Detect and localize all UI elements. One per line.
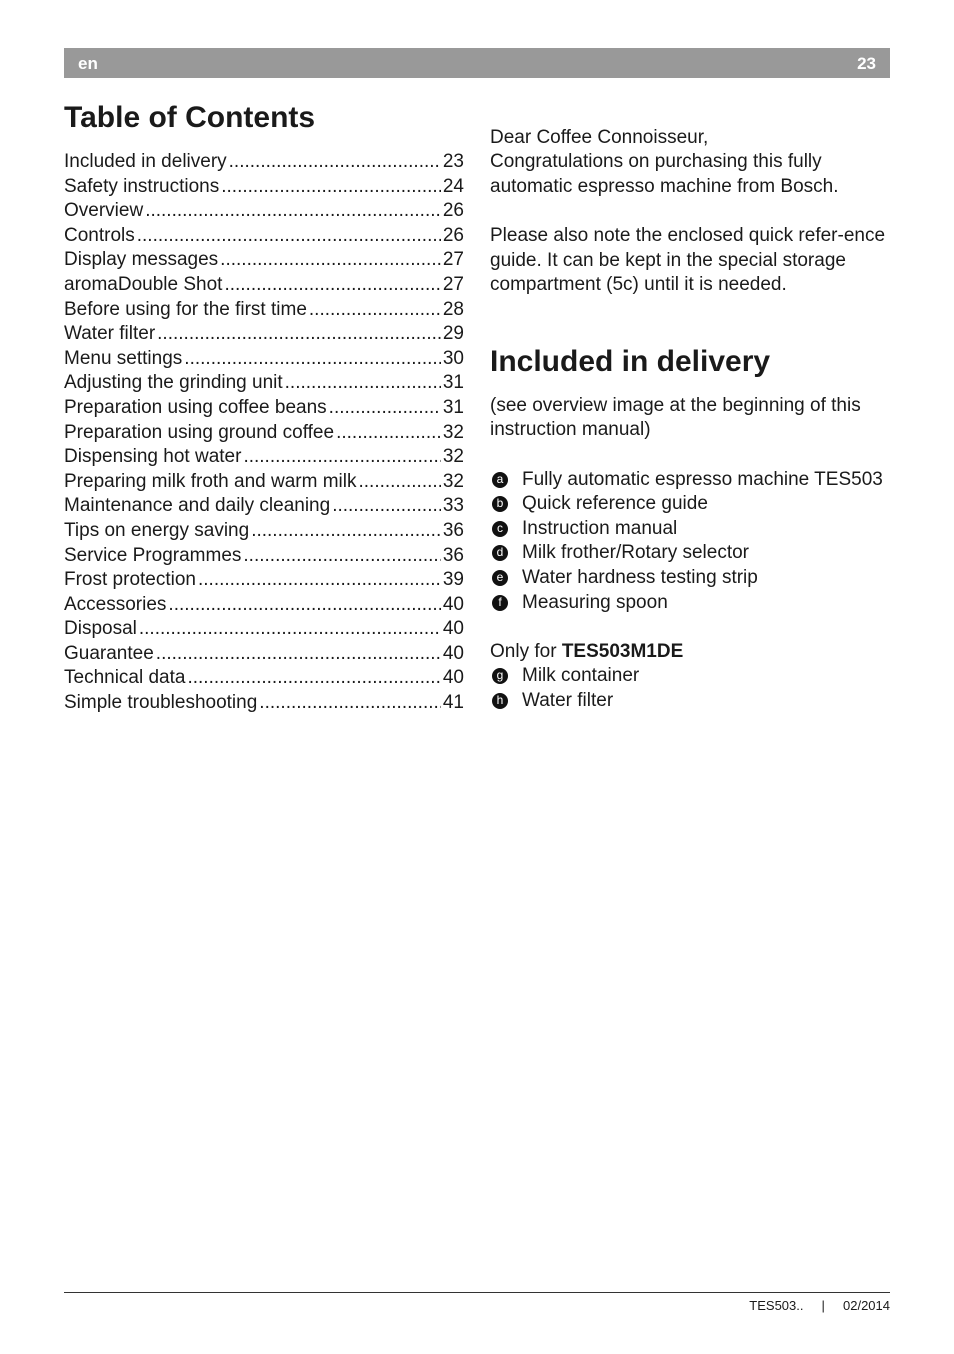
item-label: Quick reference guide <box>522 493 708 515</box>
only-for-model: TES503M1DE <box>561 640 684 662</box>
toc-entry-page: 26 <box>442 200 464 222</box>
toc-dot-leader <box>329 396 441 421</box>
toc-dot-leader <box>157 322 441 347</box>
toc-entry-title: Tips on energy saving <box>64 519 250 541</box>
toc-entry-title: Preparing milk froth and warm milk <box>64 470 357 492</box>
toc-entry-title: Dispensing hot water <box>64 446 242 468</box>
toc-column <box>64 98 464 716</box>
toc-list <box>64 150 464 716</box>
toc-dot-leader <box>139 617 441 642</box>
toc-entry-page: 33 <box>442 495 464 517</box>
toc-entry-page: 40 <box>442 667 464 689</box>
toc-entry-title: Maintenance and daily cleaning <box>64 495 331 517</box>
page-number: 23 <box>857 54 876 73</box>
greeting-text: Dear Coffee Connoisseur, Congratulations on purchasing this fully automatic espresso machine from Bosch. <box>490 126 839 197</box>
toc-dot-leader <box>259 691 441 716</box>
toc-entry <box>64 642 464 667</box>
item-marker-badge: f <box>492 595 508 611</box>
toc-entry-page: 27 <box>442 273 464 295</box>
toc-dot-leader <box>156 642 441 667</box>
toc-dot-leader <box>221 175 441 200</box>
toc-entry <box>64 150 464 175</box>
toc-entry-page: 29 <box>442 323 464 345</box>
toc-entry-title: Before using for the first time <box>64 298 307 320</box>
toc-entry <box>64 691 464 716</box>
delivery-item <box>490 468 894 493</box>
toc-entry <box>64 568 464 593</box>
extra-item-list <box>490 664 894 713</box>
toc-entry-page: 32 <box>442 470 464 492</box>
toc-entry-page: 24 <box>442 175 464 197</box>
item-marker-badge: e <box>492 570 508 586</box>
delivery-item <box>490 689 894 714</box>
toc-entry-title: Menu settings <box>64 347 183 369</box>
only-for-prefix: Only for <box>490 640 562 662</box>
quick-guide-note <box>490 224 894 298</box>
quick-guide-text: Please also note the enclosed quick refer-ence guide. It can be kept in the special storage compartment (5c) until it is needed. <box>490 224 886 296</box>
toc-entry-page: 32 <box>442 446 464 468</box>
toc-entry-page: 36 <box>442 519 464 541</box>
footer-rule <box>64 1292 890 1293</box>
footer-model: TES503.. <box>749 1298 804 1313</box>
toc-entry-page: 26 <box>442 224 464 246</box>
toc-entry-page: 41 <box>442 692 464 714</box>
toc-entry-page: 40 <box>442 593 464 615</box>
toc-entry-page: 28 <box>442 298 464 320</box>
item-marker-badge: h <box>492 693 508 709</box>
toc-entry-page: 32 <box>442 421 464 443</box>
toc-entry-title: Controls <box>64 224 135 246</box>
item-label: Measuring spoon <box>522 591 668 613</box>
toc-dot-leader <box>220 248 441 273</box>
toc-entry-title: aromaDouble Shot <box>64 273 223 295</box>
toc-entry-title: Accessories <box>64 593 167 615</box>
toc-dot-leader <box>229 150 441 175</box>
delivery-item <box>490 664 894 689</box>
toc-entry-page: 30 <box>442 347 464 369</box>
toc-entry-title: Service Programmes <box>64 544 242 566</box>
toc-entry <box>64 617 464 642</box>
toc-dot-leader <box>332 494 441 519</box>
delivery-note: (see overview image at the beginning of this instruction manual) <box>490 394 861 441</box>
toc-entry-title: Included in delivery <box>64 151 227 172</box>
delivery-item <box>490 541 894 566</box>
item-marker-badge: d <box>492 545 508 561</box>
item-label: Water hardness testing strip <box>522 566 758 588</box>
toc-entry <box>64 396 464 421</box>
toc-dot-leader <box>243 544 440 569</box>
toc-dot-leader <box>243 445 440 470</box>
toc-dot-leader <box>309 298 441 323</box>
toc-entry-title: Preparation using coffee beans <box>64 396 327 418</box>
only-for-line <box>490 640 894 665</box>
toc-entry-title: Technical data <box>64 667 186 689</box>
toc-entry-title: Guarantee <box>64 642 154 664</box>
toc-dot-leader <box>251 519 441 544</box>
toc-entry <box>64 298 464 323</box>
toc-entry <box>64 371 464 396</box>
content-column <box>490 101 894 713</box>
toc-entry-page: 31 <box>442 396 464 418</box>
toc-entry-title: Safety instructions <box>64 175 220 197</box>
item-label: Water filter <box>522 689 614 711</box>
item-marker-badge: a <box>492 472 508 488</box>
toc-entry-title: Water filter <box>64 323 156 345</box>
delivery-heading: Included in delivery <box>490 344 771 378</box>
toc-entry <box>64 666 464 691</box>
toc-entry-page: 39 <box>442 569 464 591</box>
footer-date: 02/2014 <box>843 1298 890 1313</box>
toc-entry-title: Preparation using ground coffee <box>64 421 335 443</box>
toc-entry <box>64 273 464 298</box>
toc-entry-page: 23 <box>442 151 464 172</box>
toc-entry <box>64 470 464 495</box>
toc-entry-title: Disposal <box>64 618 137 640</box>
toc-entry <box>64 199 464 224</box>
toc-entry <box>64 519 464 544</box>
item-marker-badge: c <box>492 521 508 537</box>
toc-dot-leader <box>187 666 440 691</box>
toc-entry <box>64 544 464 569</box>
item-marker-badge: b <box>492 496 508 512</box>
page-header-bar <box>64 48 890 78</box>
toc-dot-leader <box>285 371 441 396</box>
toc-entry-page: 40 <box>442 642 464 664</box>
toc-entry-page: 31 <box>442 372 464 394</box>
item-label: Milk frother/Rotary selector <box>522 542 750 564</box>
toc-entry <box>64 593 464 618</box>
toc-entry <box>64 445 464 470</box>
greeting-paragraph <box>490 101 894 199</box>
delivery-item-list <box>490 468 894 616</box>
toc-dot-leader <box>336 421 441 446</box>
toc-entry-title: Display messages <box>64 249 219 271</box>
toc-title: Table of Contents <box>64 101 316 134</box>
toc-entry-title: Frost protection <box>64 569 196 591</box>
toc-dot-leader <box>168 593 440 618</box>
toc-entry-page: 27 <box>442 249 464 271</box>
footer <box>749 1298 890 1313</box>
toc-dot-leader <box>198 568 441 593</box>
toc-entry <box>64 421 464 446</box>
language-code: en <box>78 54 98 73</box>
toc-entry-title: Adjusting the grinding unit <box>64 372 283 394</box>
toc-entry <box>64 248 464 273</box>
toc-entry <box>64 347 464 372</box>
toc-dot-leader <box>145 199 441 224</box>
toc-entry <box>64 224 464 249</box>
toc-dot-leader <box>184 347 441 372</box>
toc-dot-leader <box>224 273 440 298</box>
toc-dot-leader <box>137 224 441 249</box>
toc-dot-leader <box>358 470 440 495</box>
item-label: Fully automatic espresso machine TES503 <box>522 468 883 490</box>
toc-entry <box>64 322 464 347</box>
toc-entry-title: Simple troubleshooting <box>64 692 258 714</box>
delivery-item <box>490 492 894 517</box>
toc-entry <box>64 175 464 200</box>
item-label: Milk container <box>522 665 640 687</box>
toc-entry-page: 36 <box>442 544 464 566</box>
delivery-item <box>490 517 894 542</box>
item-marker-badge: g <box>492 668 508 684</box>
footer-separator: | <box>821 1298 825 1313</box>
toc-entry-title: Overview <box>64 200 144 222</box>
delivery-item <box>490 591 894 616</box>
item-label: Instruction manual <box>522 517 678 539</box>
delivery-item <box>490 566 894 591</box>
toc-entry-page: 40 <box>442 618 464 640</box>
toc-entry <box>64 494 464 519</box>
